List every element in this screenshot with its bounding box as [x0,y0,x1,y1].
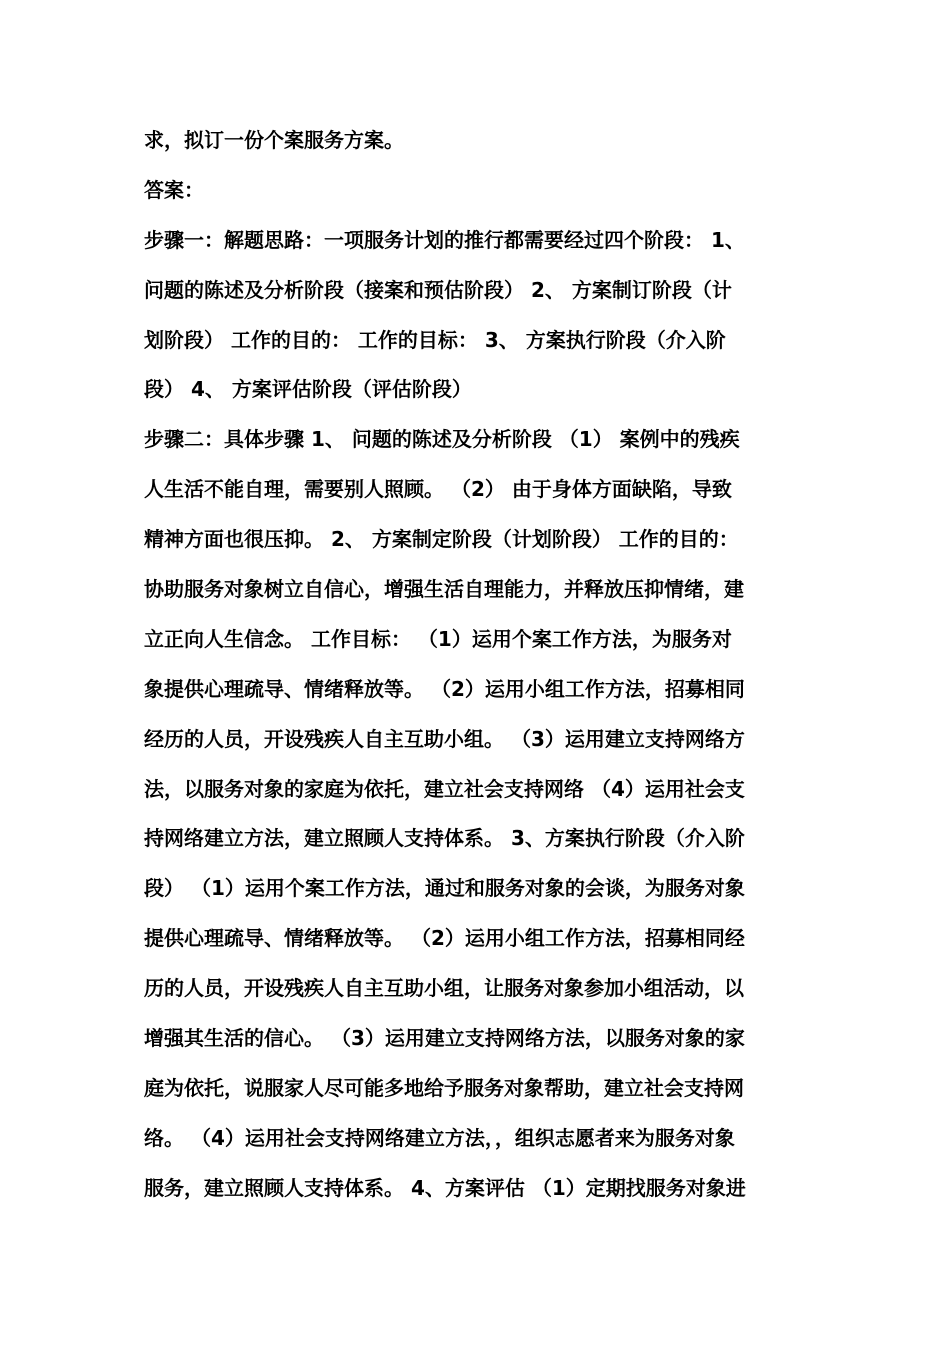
text-line: 段） 4、 方案评估阶段（评估阶段） [144,377,472,402]
text-line: 立正向人生信念。 工作目标： （1）运用个案工作方法，为服务对 [144,626,732,651]
text-line: 提供心理疏导、情绪释放等。 （2）运用小组工作方法，招募相同经 [144,926,745,951]
text-line: 问题的陈述及分析阶段（接案和预估阶段） 2、 方案制订阶段（计 [144,277,732,302]
text-line: 法，以服务对象的家庭为依托，建立社会支持网络 （4）运用社会支 [144,776,745,801]
text-line: 络。 （4）运用社会支持网络建立方法，，组织志愿者来为服务对象 [144,1125,735,1150]
text-line: 步骤二：具体步骤 1、 问题的陈述及分析阶段 （1） 案例中的残疾 [144,427,740,452]
text-line: 服务，建立照顾人支持体系。 4、方案评估 （1）定期找服务对象进 [144,1175,746,1200]
text-line: 段） （1）运用个案工作方法，通过和服务对象的会谈，为服务对象 [144,876,745,901]
text-line: 协助服务对象树立自信心，增强生活自理能力，并释放压抑情绪，建 [144,577,744,602]
text-line: 求，拟订一份个案服务方案。 [144,128,404,152]
text-line: 持网络建立方法，建立照顾人支持体系。 3、方案执行阶段（介入阶 [144,826,745,851]
text-line: 人生活不能自理，需要别人照顾。 （2） 由于身体方面缺陷，导致 [144,477,732,502]
text-line: 答案： [144,177,204,202]
text-line: 增强其生活的信心。 （3）运用建立支持网络方法，以服务对象的家 [144,1026,745,1051]
text-line: 象提供心理疏导、情绪释放等。 （2）运用小组工作方法，招募相同 [144,676,745,701]
text-line: 历的人员，开设残疾人自主互助小组，让服务对象参加小组活动，以 [144,976,744,1001]
text-line: 精神方面也很压抑。 2、 方案制定阶段（计划阶段） 工作的目的： [144,527,739,552]
text-line: 步骤一：解题思路：一项服务计划的推行都需要经过四个阶段： 1、 [144,227,745,252]
text-line: 庭为依托，说服家人尽可能多地给予服务对象帮助，建立社会支持网 [144,1075,744,1100]
text-line: 经历的人员，开设残疾人自主互助小组。 （3）运用建立支持网络方 [144,726,745,751]
body-text [144,116,824,1214]
text-line: 划阶段） 工作的目的： 工作的目标： 3、 方案执行阶段（介入阶 [144,327,726,352]
